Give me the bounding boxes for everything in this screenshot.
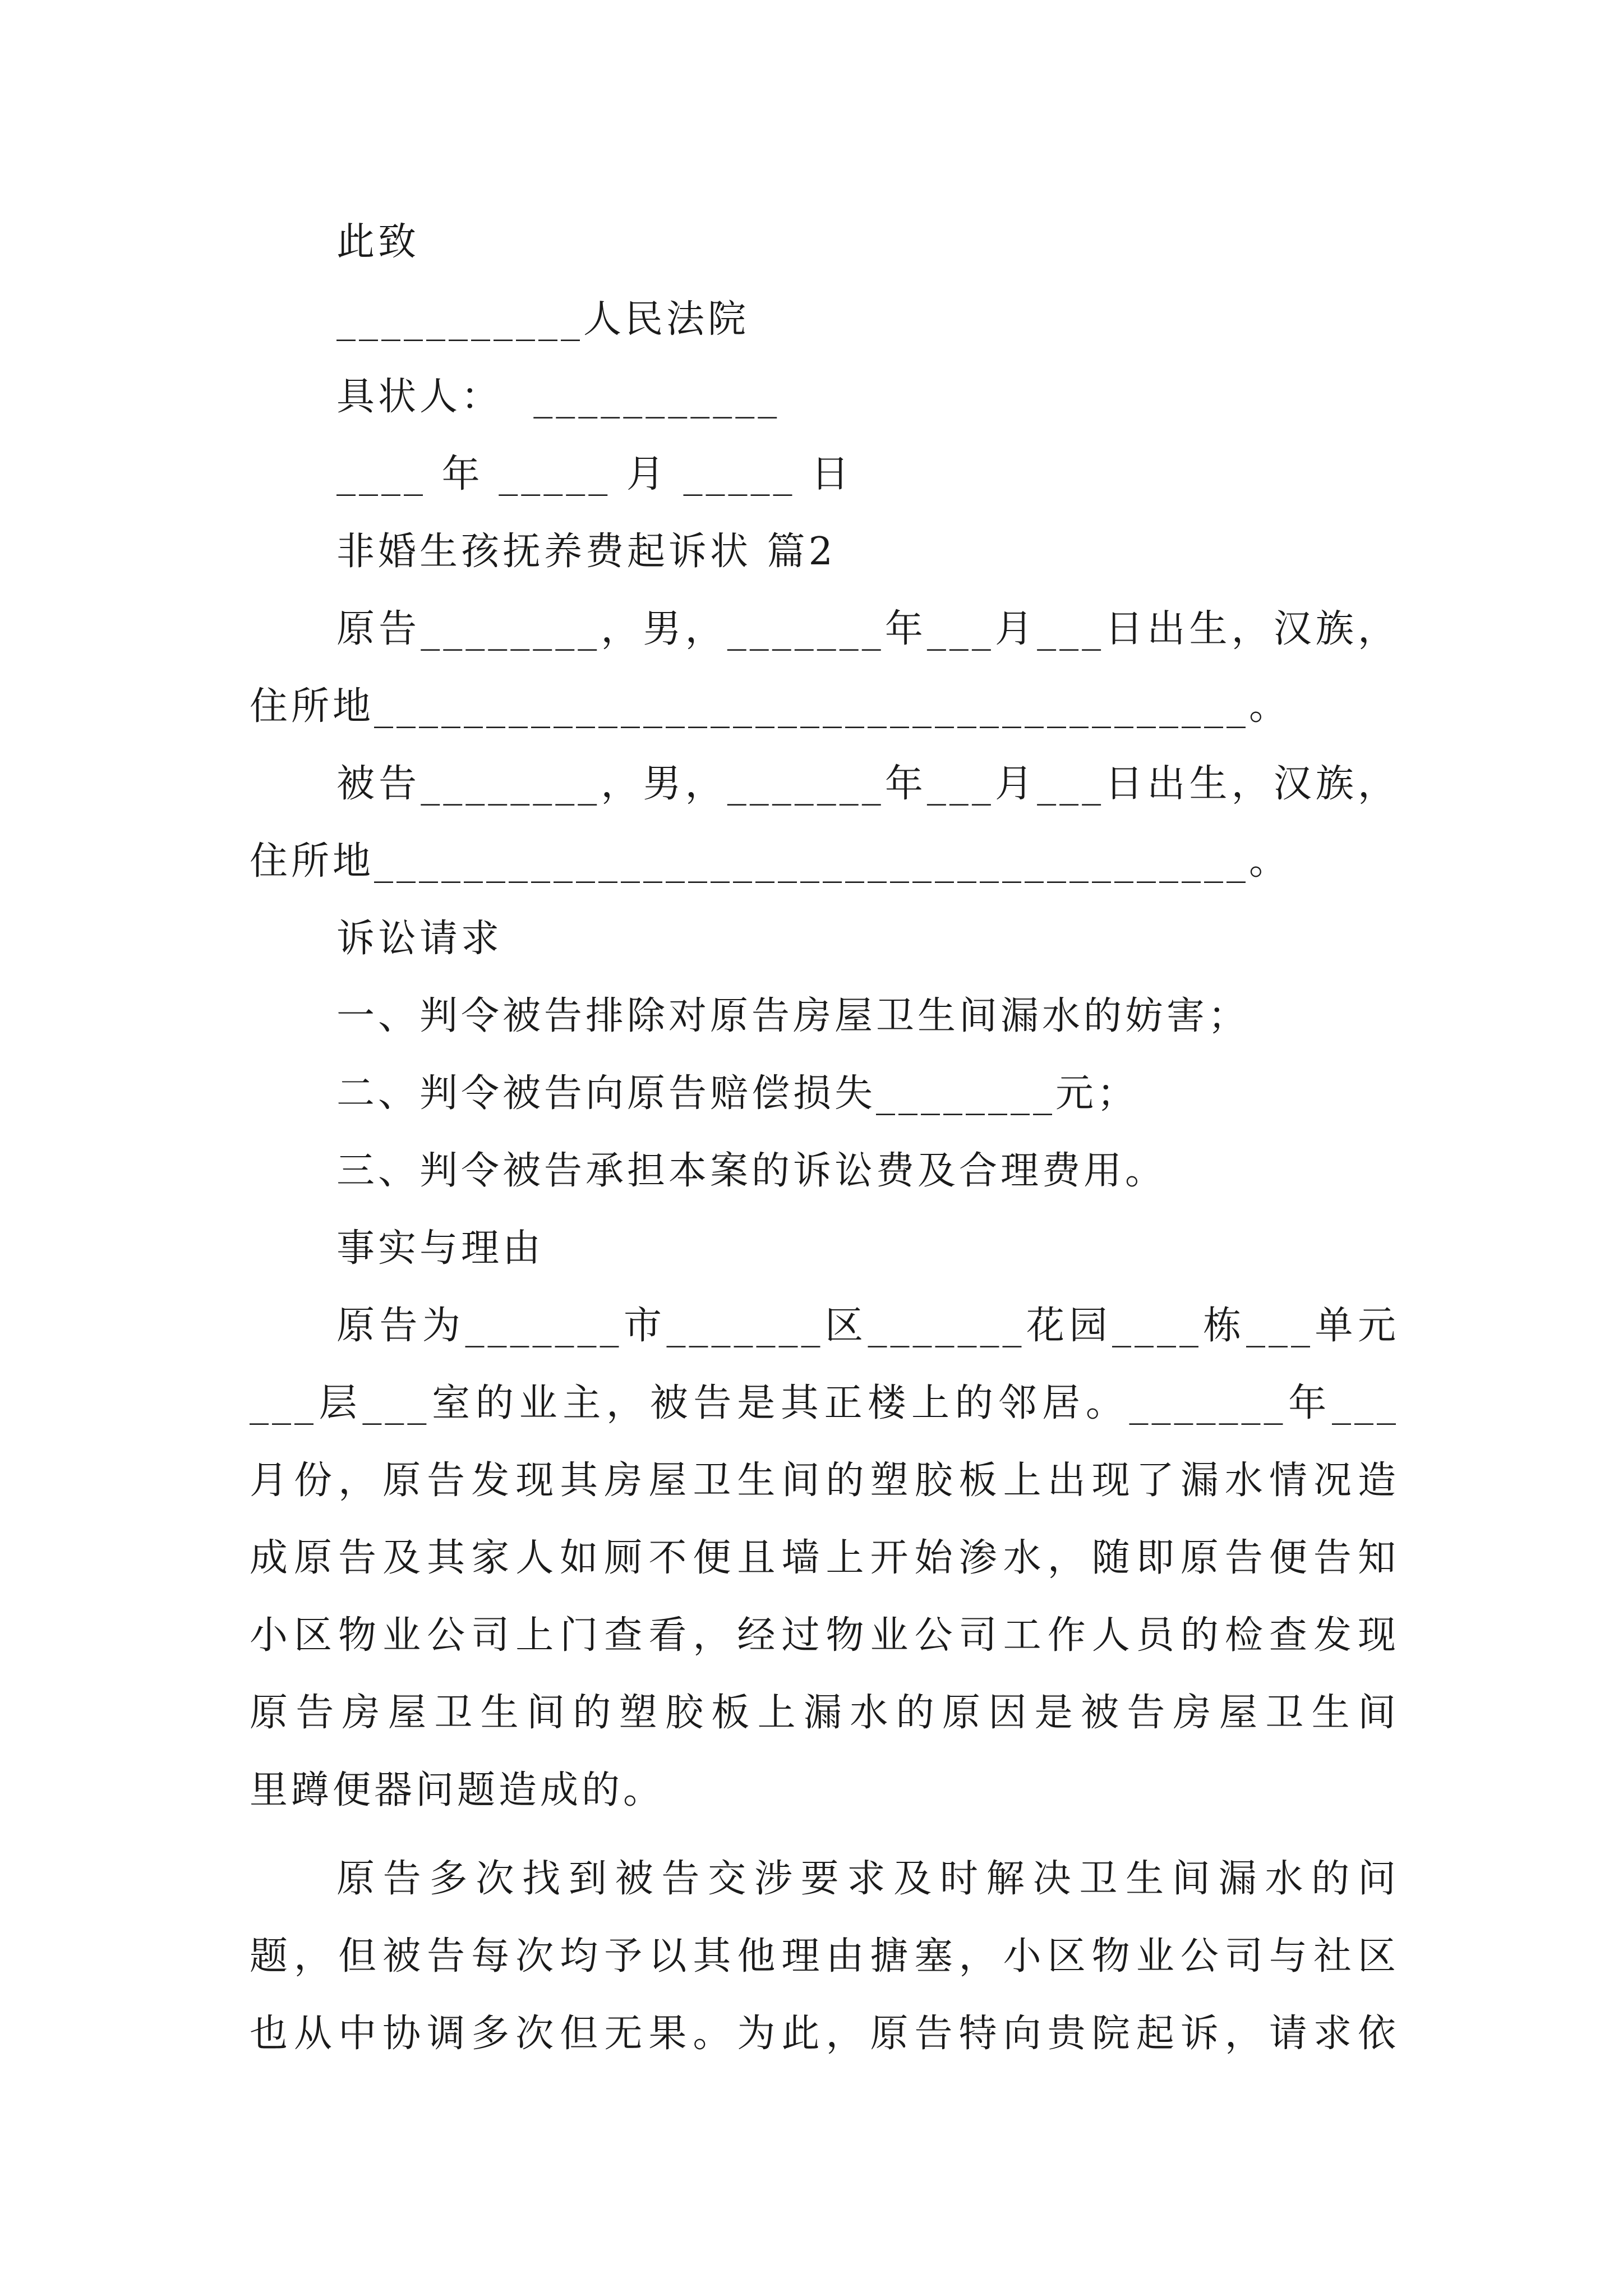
court-name: ___________人民法院 <box>336 297 750 342</box>
defendant-address: 住所地_______________________________________。 <box>250 839 1291 884</box>
facts-paragraph-line: 题，但被告每次均予以其他理由搪塞，小区物业公司与社区 <box>250 1934 1399 1978</box>
plaintiff-info: 原告________，男，_______年___月___日出生，汉族， <box>336 607 1399 651</box>
claim-item: 三、判令被告承担本案的诉讼费及合理费用。 <box>336 1149 1167 1193</box>
facts-paragraph-line: 也从中协调多次但无果。为此，原告特向贵院起诉，请求依 <box>250 2012 1399 2056</box>
facts-paragraph-line: ___层___室的业主，被告是其正楼上的邻居。_______年___ <box>250 1381 1399 1425</box>
facts-paragraph-line: 小区物业公司上门查看，经过物业公司工作人员的检查发现 <box>250 1613 1399 1658</box>
claim-item: 二、判令被告向原告赔偿损失________元； <box>336 1071 1139 1116</box>
facts-paragraph-line: 成原告及其家人如厕不便且墙上开始渗水，随即原告便告知 <box>250 1536 1399 1580</box>
section-title: 非婚生孩抚养费起诉状 篇2 <box>336 530 836 574</box>
defendant-info: 被告________，男，_______年___月___日出生，汉族， <box>336 762 1399 806</box>
claim-item: 一、判令被告排除对原告房屋卫生间漏水的妨害； <box>336 994 1250 1038</box>
plaintiff-address: 住所地_______________________________________。 <box>250 684 1291 729</box>
facts-paragraph-line: 原告多次找到被告交涉要求及时解决卫生间漏水的问 <box>336 1857 1399 1901</box>
facts-paragraph-line: 原告房屋卫生间的塑胶板上漏水的原因是被告房屋卫生间 <box>250 1691 1399 1735</box>
facts-paragraph-line: 原告为_______市_______区_______花园____栋___单元 <box>336 1304 1399 1348</box>
facts-paragraph-line: 里蹲便器问题造成的。 <box>250 1768 665 1812</box>
date-line: ____ 年 _____ 月 _____ 日 <box>336 452 853 496</box>
facts-paragraph-line: 月份，原告发现其房屋卫生间的塑胶板上出现了漏水情况造 <box>250 1458 1399 1503</box>
claims-heading: 诉讼请求 <box>336 917 503 961</box>
facts-heading: 事实与理由 <box>336 1226 545 1271</box>
salutation: 此致 <box>336 220 420 264</box>
plaintiff-signature: 具状人： ___________ <box>336 375 781 419</box>
